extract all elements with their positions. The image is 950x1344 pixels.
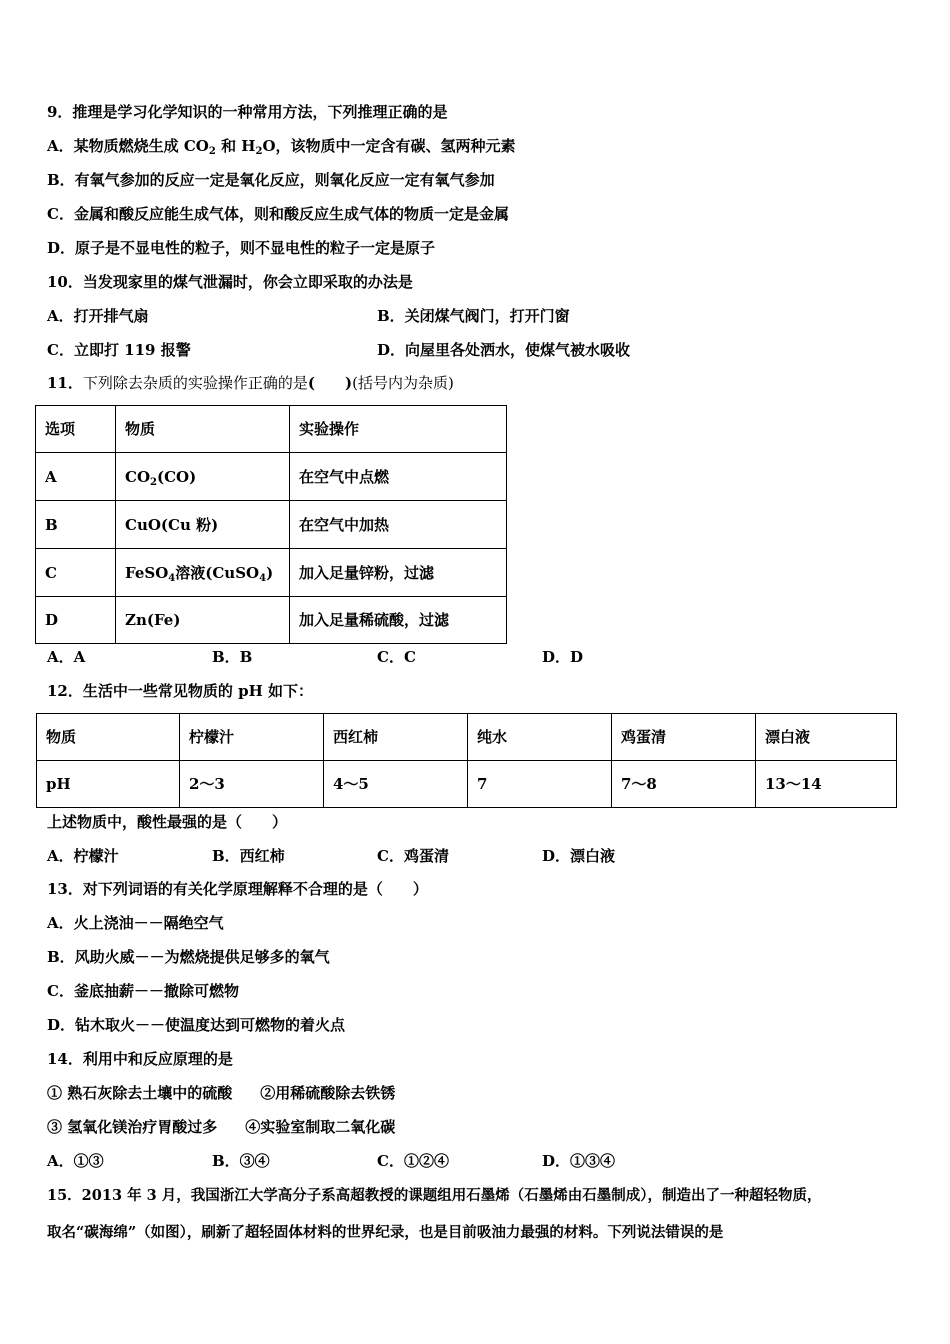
q12-option-d[interactable]: D．漂白液	[542, 847, 616, 865]
q14-option-b[interactable]: B．③④	[212, 1152, 270, 1170]
q9-option-a[interactable]	[47, 136, 516, 156]
q9-option-c[interactable]: C．金属和酸反应能生成气体，则和酸反应生成气体的物质一定是金属	[47, 205, 509, 223]
table-row	[37, 761, 897, 808]
q10-stem: 10．当发现家里的煤气泄漏时，你会立即采取的办法是	[47, 273, 413, 291]
q11-row-operation: 在空气中加热	[290, 501, 507, 549]
q12-header-row	[37, 714, 897, 761]
q14-option-a[interactable]: A．①③	[47, 1152, 104, 1170]
q12-option-c[interactable]: C．鸡蛋清	[377, 847, 449, 865]
q10-option-b[interactable]: B．关闭煤气阀门，打开门窗	[377, 307, 570, 325]
q9-option-d[interactable]: D．原子是不显电性的粒子，则不显电性的粒子一定是原子	[47, 239, 436, 257]
q12-ph-cell: pH	[37, 761, 180, 808]
q11-row-option: B	[36, 501, 116, 549]
q13-option-b[interactable]: B．风助火威－－为燃烧提供足够多的氧气	[47, 948, 330, 966]
q11-sub-num: 2	[150, 476, 157, 488]
table-row	[36, 501, 507, 549]
q11-header-row	[36, 406, 507, 453]
q12-header-cell: 西红柿	[324, 714, 468, 761]
q11-header-option: 选项	[36, 406, 116, 453]
q14-item-1: ① 熟石灰除去土壤中的硫酸	[47, 1084, 233, 1102]
q11-header-substance: 物质	[116, 406, 290, 453]
q15-stem-line-2: 取名“碳海绵”（如图），刷新了超轻固体材料的世界纪录，也是目前吸油力最强的材料。下列说法错误的是	[47, 1224, 724, 1241]
q11-text: 下列除去杂质的实验操作正确的是	[82, 374, 308, 392]
q9-option-b[interactable]: B．有氧气参加的反应一定是氧化反应，则氧化反应一定有氧气参加	[47, 171, 495, 189]
q11-row-substance: Zn(Fe)	[116, 597, 290, 644]
q11-stem	[47, 373, 454, 393]
q9-a-text2: 和 H	[215, 137, 256, 155]
q14-stem: 14．利用中和反应原理的是	[47, 1050, 233, 1068]
q11-table	[35, 405, 507, 644]
q14-item-3: ③ 氢氧化镁治疗胃酸过多	[47, 1118, 218, 1136]
q9-a-sub2: 2	[255, 146, 263, 157]
q11-row-option: A	[36, 453, 116, 501]
q11-row-operation: 加入足量稀硫酸，过滤	[290, 597, 507, 644]
q11-sub-num: 4	[168, 572, 176, 584]
q12-header-cell: 漂白液	[756, 714, 897, 761]
q12-ph-cell: 7～8	[612, 761, 756, 808]
q11-sub-num: 4	[259, 572, 267, 584]
q11-option-c[interactable]: C．C	[377, 648, 416, 666]
q11-option-a[interactable]: A．A	[47, 648, 86, 666]
q11-sub-text: FeSO	[125, 563, 169, 582]
q11-sub-text: (CO)	[156, 467, 197, 486]
q11-sub-text: )	[266, 563, 274, 582]
q12-stem: 12．生活中一些常见物质的 pH 如下：	[47, 682, 313, 700]
q11-row-substance: CuO(Cu 粉)	[116, 501, 290, 549]
table-row	[36, 597, 507, 644]
q12-question: 上述物质中，酸性最强的是（ ）	[47, 813, 288, 831]
q9-a-text1: A．某物质燃烧生成 CO	[47, 137, 209, 155]
q11-sub-text: CO	[125, 467, 151, 486]
q13-option-a[interactable]: A．火上浇油－－隔绝空气	[47, 914, 224, 932]
q14-item-2: ②用稀硫酸除去铁锈	[260, 1084, 396, 1102]
q9-stem: 9．推理是学习化学知识的一种常用方法，下列推理正确的是	[47, 103, 448, 121]
q14-items-row-1	[47, 1083, 395, 1103]
q10-option-c[interactable]: C．立即打 119 报警	[47, 341, 191, 359]
q11-row-operation: 在空气中点燃	[290, 453, 507, 501]
q12-ph-cell: 13～14	[756, 761, 897, 808]
q12-header-cell: 鸡蛋清	[612, 714, 756, 761]
q11-header-operation: 实验操作	[290, 406, 507, 453]
q14-option-d[interactable]: D．①③④	[542, 1152, 616, 1170]
q11-sub-text: 溶液(CuSO	[175, 563, 260, 582]
q12-header-cell: 物质	[37, 714, 180, 761]
q13-option-c[interactable]: C．釜底抽薪－－撤除可燃物	[47, 982, 239, 1000]
q12-ph-cell: 4～5	[324, 761, 468, 808]
q12-table	[36, 713, 897, 808]
q11-row-substance	[116, 453, 290, 501]
q11-row-option: D	[36, 597, 116, 644]
q15-stem-line-1: 15．2013 年 3 月，我国浙江大学高分子系高超教授的课题组用石墨烯（石墨烯由石墨制成），制造出了一种超轻物质，	[47, 1187, 822, 1204]
q10-option-d[interactable]: D．向屋里各处洒水，使煤气被水吸收	[377, 341, 631, 359]
q11-row-option: C	[36, 549, 116, 597]
q11-paren: ( )	[307, 374, 353, 392]
table-row	[36, 549, 507, 597]
q12-option-a[interactable]: A．柠檬汁	[47, 847, 119, 865]
q12-option-b[interactable]: B．西红柿	[212, 847, 285, 865]
q11-number: 11．	[47, 374, 83, 392]
q12-ph-cell: 2～3	[180, 761, 324, 808]
q11-option-b[interactable]: B．B	[212, 648, 253, 666]
q11-row-substance	[116, 549, 290, 597]
q9-a-text3: O，该物质中一定含有碳、氢两种元素	[262, 137, 516, 155]
q12-header-cell: 纯水	[468, 714, 612, 761]
q12-header-cell: 柠檬汁	[180, 714, 324, 761]
q10-option-a[interactable]: A．打开排气扇	[47, 307, 149, 325]
q14-item-4: ④实验室制取二氧化碳	[245, 1118, 396, 1136]
q11-row-operation: 加入足量锌粉，过滤	[290, 549, 507, 597]
q14-items-row-2	[47, 1117, 395, 1137]
q9-a-sub1: 2	[208, 146, 216, 157]
q12-ph-cell: 7	[468, 761, 612, 808]
q13-stem: 13．对下列词语的有关化学原理解释不合理的是（ ）	[47, 880, 428, 898]
q11-option-d[interactable]: D．D	[542, 648, 584, 666]
q14-option-c[interactable]: C．①②④	[377, 1152, 449, 1170]
q13-option-d[interactable]: D．钻木取火－－使温度达到可燃物的着火点	[47, 1016, 346, 1034]
table-row	[36, 453, 507, 501]
q11-note: (括号内为杂质)	[352, 374, 454, 392]
